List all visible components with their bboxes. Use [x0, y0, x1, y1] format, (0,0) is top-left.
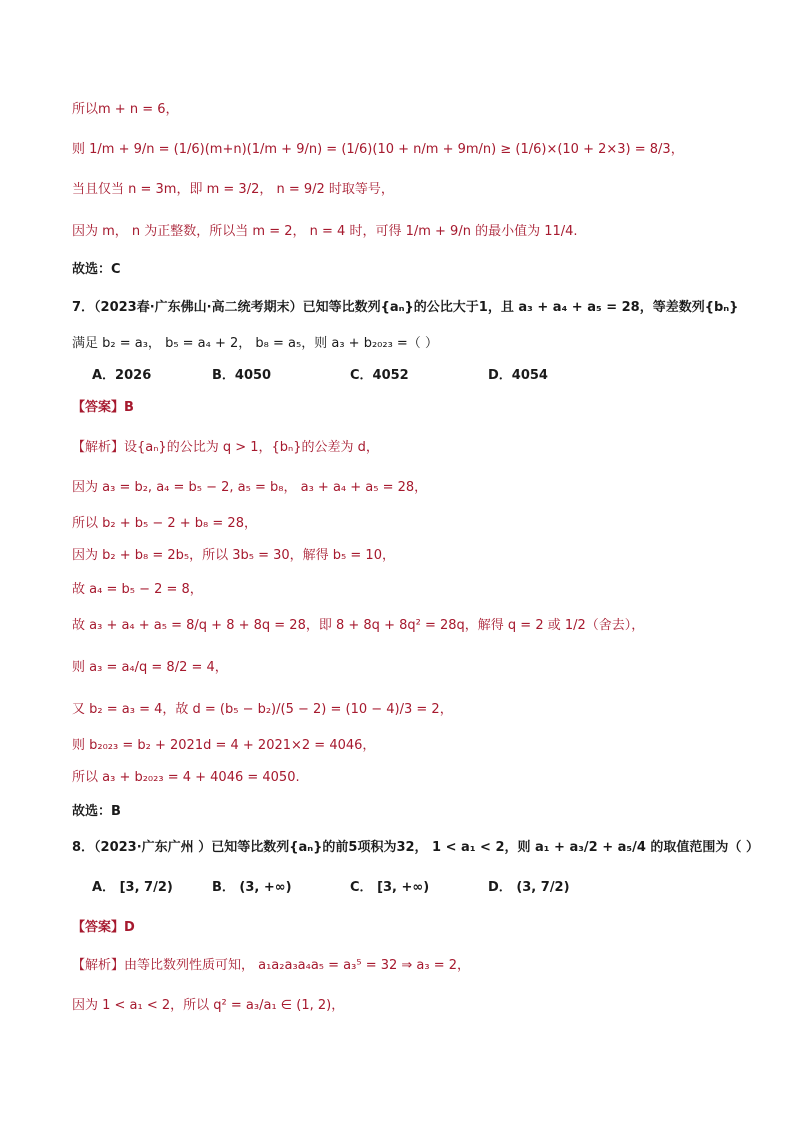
answer-choice: 故选：C: [72, 262, 121, 277]
analysis-line: 因为 1 < a₁ < 2，所以 q² = a₃/a₁ ∈ (1, 2)，: [72, 998, 345, 1013]
analysis-line: 故 a₄ = b₅ − 2 = 8，: [72, 582, 203, 597]
solution-line: 当且仅当 n = 3m，即 m = 3/2， n = 9/2 时取等号，: [72, 182, 394, 197]
analysis-line: 【解析】由等比数列性质可知， a₁a₂a₃a₄a₅ = a₃⁵ = 32 ⇒ a₃ = 2，: [72, 958, 471, 973]
option-b: B． (3, +∞): [212, 880, 292, 895]
option-c: C． [3, +∞): [350, 880, 430, 895]
solution-line: 则 1/m + 9/n = (1/6)(m+n)(1/m + 9/n) = (1/6)(10 + n/m + 9m/n) ≥ (1/6)×(10 + 2×3) = 8/3，: [72, 142, 684, 157]
analysis-line: 因为 b₂ + b₈ = 2b₅，所以 3b₅ = 30，解得 b₅ = 10，: [72, 548, 395, 563]
analysis-line: 又 b₂ = a₃ = 4，故 d = (b₅ − b₂)/(5 − 2) = (10 − 4)/3 = 2，: [72, 702, 453, 717]
option-a: A． [3, 7/2): [92, 880, 173, 895]
choice-line: [72, 802, 734, 822]
option-c: C．4052: [350, 368, 409, 383]
solution-line: 所以m + n = 6，: [72, 102, 179, 117]
option-a: A．2026: [92, 368, 152, 383]
answer-label: 【答案】B: [72, 400, 134, 415]
question-7-stem: 7．（2023春·广东佛山·高二统考期末）已知等比数列{aₙ}的公比大于1，且 a₃ + a₄ + a₅ = 28，等差数列{bₙ}: [72, 300, 739, 315]
answer-choice: 故选：B: [72, 804, 121, 819]
analysis-line: 所以 a₃ + b₂₀₂₃ = 4 + 4046 = 4050.: [72, 770, 300, 785]
option-b: B．4050: [212, 368, 272, 383]
solution-line: 因为 m， n 为正整数，所以当 m = 2， n = 4 时，可得 1/m + 9/n 的最小值为 11/4.: [72, 224, 578, 239]
option-d: D．4054: [488, 368, 548, 383]
analysis-line: 则 a₃ = a₄/q = 8/2 = 4，: [72, 660, 228, 675]
analysis-line: 【解析】设{aₙ}的公比为 q > 1，{bₙ}的公差为 d，: [72, 440, 379, 455]
analysis-line: 故 a₃ + a₄ + a₅ = 8/q + 8 + 8q = 28，即 8 + 8q + 8q² = 28q，解得 q = 2 或 1/2（舍去），: [72, 618, 645, 633]
question-8-stem: 8．（2023·广东广州 ）已知等比数列{aₙ}的前5项积为32， 1 < a₁ < 2，则 a₁ + a₃/2 + a₅/4 的取值范围为（ ）: [72, 840, 759, 855]
analysis-line: 所以 b₂ + b₅ − 2 + b₈ = 28，: [72, 516, 257, 531]
option-d: D． (3, 7/2): [488, 880, 570, 895]
answer-label: 【答案】D: [72, 920, 135, 935]
analysis-line: 因为 a₃ = b₂, a₄ = b₅ − 2, a₅ = b₈， a₃ + a₄ + a₅ = 28，: [72, 480, 428, 495]
choice-line: [72, 260, 734, 280]
question-7-stem-cont: 满足 b₂ = a₃， b₅ = a₄ + 2， b₈ = a₅，则 a₃ + b₂₀₂₃ =（ ）: [72, 336, 438, 351]
analysis-line: 则 b₂₀₂₃ = b₂ + 2021d = 4 + 2021×2 = 4046，: [72, 738, 376, 753]
